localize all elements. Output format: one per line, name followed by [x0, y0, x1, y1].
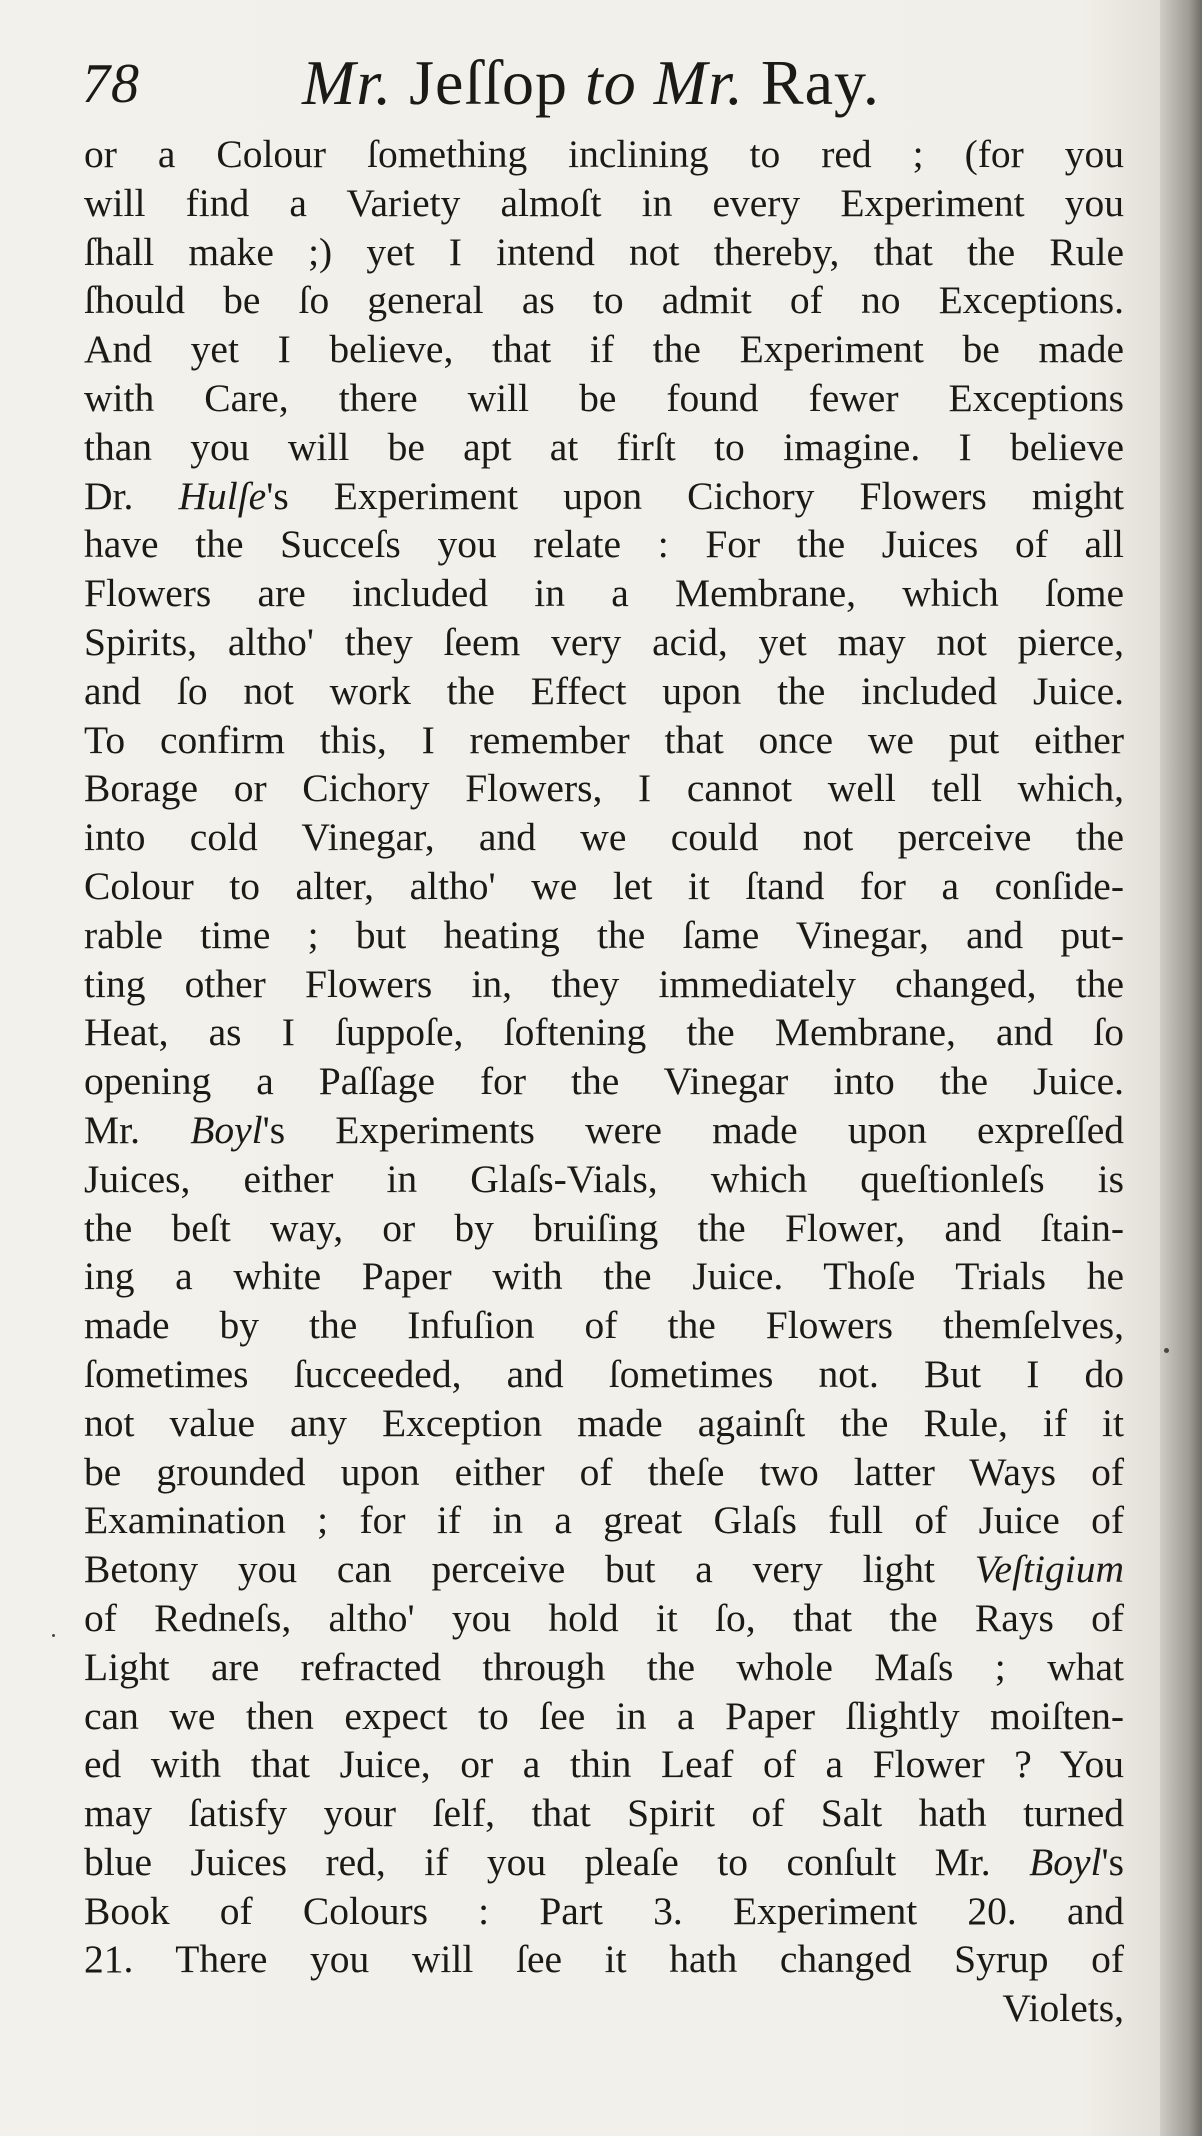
text-line [84, 520, 1124, 569]
text-segment: Examination ; for if in a great Glaſs full of Juice of [84, 1498, 1124, 1543]
text-line [84, 911, 1124, 960]
text-line [84, 228, 1124, 277]
text-segment: 's Experiments were made upon expreſſed [262, 1107, 1124, 1152]
paper-speck [52, 1634, 55, 1637]
italic-word: Boyl [1029, 1839, 1102, 1884]
text-segment: rable time ; but heating the ſame Vinegar, and put- [84, 912, 1124, 957]
text-segment: 's [1101, 1839, 1124, 1884]
text-line [84, 1984, 1124, 2033]
text-line [84, 1301, 1124, 1350]
text-segment: ſhould be ſo general as to admit of no Exceptions. [84, 278, 1124, 323]
text-line [84, 1106, 1124, 1155]
text-segment: Light are refracted through the whole Maſs ; what [84, 1644, 1124, 1689]
running-title-jessop: Jeſſop [409, 47, 568, 118]
text-segment: the beſt way, or by bruiſing the Flower, and ſtain- [84, 1205, 1124, 1250]
text-line [84, 716, 1124, 765]
italic-word: Hulſe [178, 473, 267, 518]
text-segment: Spirits, altho' they ſeem very acid, yet may not pierce, [84, 619, 1124, 664]
text-segment: Betony you can perceive but a very light [84, 1547, 975, 1592]
text-segment: ed with that Juice, or a thin Leaf of a Flower ? You [84, 1742, 1124, 1787]
text-line [84, 618, 1124, 667]
text-line [84, 569, 1124, 618]
text-segment: Dr. [84, 473, 179, 518]
text-line [84, 1496, 1124, 1545]
text-line [84, 862, 1124, 911]
text-line [84, 1740, 1124, 1789]
text-segment: 21. There you will ſee it hath changed Syrup of [84, 1937, 1124, 1982]
text-line [84, 1155, 1124, 1204]
text-segment: ſhall make ;) yet I intend not thereby, that the Rule [84, 229, 1124, 274]
text-segment: Juices, either in Glaſs-Vials, which queſtionleſs is [84, 1156, 1124, 1201]
paper-speck [1164, 1348, 1169, 1353]
text-line [84, 1887, 1124, 1936]
text-line [84, 1204, 1124, 1253]
text-segment: or a Colour ſomething inclining to red ; (for you [84, 132, 1124, 176]
text-segment: Violets, [1002, 1986, 1124, 2031]
text-segment: will find a Variety almoſt in every Experiment you [84, 180, 1124, 225]
text-line [84, 179, 1124, 228]
text-line [84, 1252, 1124, 1301]
text-line [84, 472, 1124, 521]
text-segment: ſometimes ſucceeded, and ſometimes not. But I do [84, 1351, 1124, 1396]
text-segment: have the Succeſs you relate : For the Juices of all [84, 522, 1124, 567]
text-segment: 's Experiment upon Cichory Flowers might [266, 473, 1125, 518]
text-line [84, 1057, 1124, 1106]
text-line [84, 1935, 1124, 1984]
page-edge-shadow [1160, 0, 1202, 2136]
running-title-mr-1: Mr. [302, 47, 393, 118]
running-title [302, 46, 880, 120]
text-segment: ting other Flowers in, they immediately changed, the [84, 961, 1124, 1006]
text-line [84, 374, 1124, 423]
text-line [84, 325, 1124, 374]
running-title-mr-2: Mr. [653, 47, 744, 118]
text-segment: into cold Vinegar, and we could not perceive the [84, 815, 1124, 860]
text-segment: and ſo not work the Effect upon the included Juice. [84, 668, 1124, 713]
text-segment: blue Juices red, if you pleaſe to conſult Mr. [84, 1839, 1030, 1884]
text-line [84, 1545, 1124, 1594]
text-line [84, 667, 1124, 716]
text-line [84, 960, 1124, 1009]
text-segment: than you will be apt at firſt to imagine. I believe [84, 424, 1124, 469]
italic-word: Veſtigium [974, 1547, 1124, 1592]
text-line [84, 1789, 1124, 1838]
text-segment: To confirm this, I remember that once we put either [84, 717, 1124, 762]
text-line [84, 1692, 1124, 1741]
text-segment: with Care, there will be found fewer Exceptions [84, 375, 1124, 420]
text-line [84, 1350, 1124, 1399]
text-segment: opening a Paſſage for the Vinegar into the Juice. [84, 1059, 1124, 1104]
letter-body-text [84, 130, 1124, 2033]
text-line [84, 1448, 1124, 1497]
text-line [84, 813, 1124, 862]
text-segment: can we then expect to ſee in a Paper ſlightly moiſten- [84, 1693, 1124, 1738]
text-line [84, 1008, 1124, 1057]
text-line [84, 764, 1124, 813]
text-segment: Book of Colours : Part 3. Experiment 20. and [84, 1888, 1124, 1933]
text-line [84, 1838, 1124, 1887]
text-segment: of Redneſs, altho' you hold it ſo, that the Rays of [84, 1595, 1124, 1640]
text-line [84, 423, 1124, 472]
text-line [84, 130, 1124, 179]
running-title-ray: Ray. [760, 47, 880, 118]
text-segment: may ſatisfy your ſelf, that Spirit of Salt hath turned [84, 1791, 1124, 1836]
text-segment: be grounded upon either of theſe two latter Ways of [84, 1449, 1124, 1494]
text-segment: Heat, as I ſuppoſe, ſoftening the Membrane, and ſo [84, 1010, 1124, 1055]
text-segment: Flowers are included in a Membrane, which ſome [84, 571, 1124, 616]
text-segment: made by the Infuſion of the Flowers themſelves, [84, 1303, 1124, 1348]
page-number: 78 [82, 53, 140, 115]
text-segment: Mr. [84, 1107, 191, 1152]
text-segment: Colour to alter, altho' we let it ſtand for a conſide- [84, 863, 1124, 908]
text-line [84, 276, 1124, 325]
running-title-to: to [585, 47, 637, 118]
text-line [84, 1399, 1124, 1448]
text-segment: Borage or Cichory Flowers, I cannot well tell which, [84, 766, 1124, 811]
text-line [84, 1594, 1124, 1643]
italic-word: Boyl [190, 1107, 263, 1152]
text-segment: not value any Exception made againſt the Rule, if it [84, 1400, 1124, 1445]
running-header [82, 46, 1122, 126]
text-segment: ing a white Paper with the Juice. Thoſe Trials he [84, 1254, 1124, 1299]
text-line [84, 1643, 1124, 1692]
text-segment: And yet I believe, that if the Experiment be made [84, 327, 1124, 372]
